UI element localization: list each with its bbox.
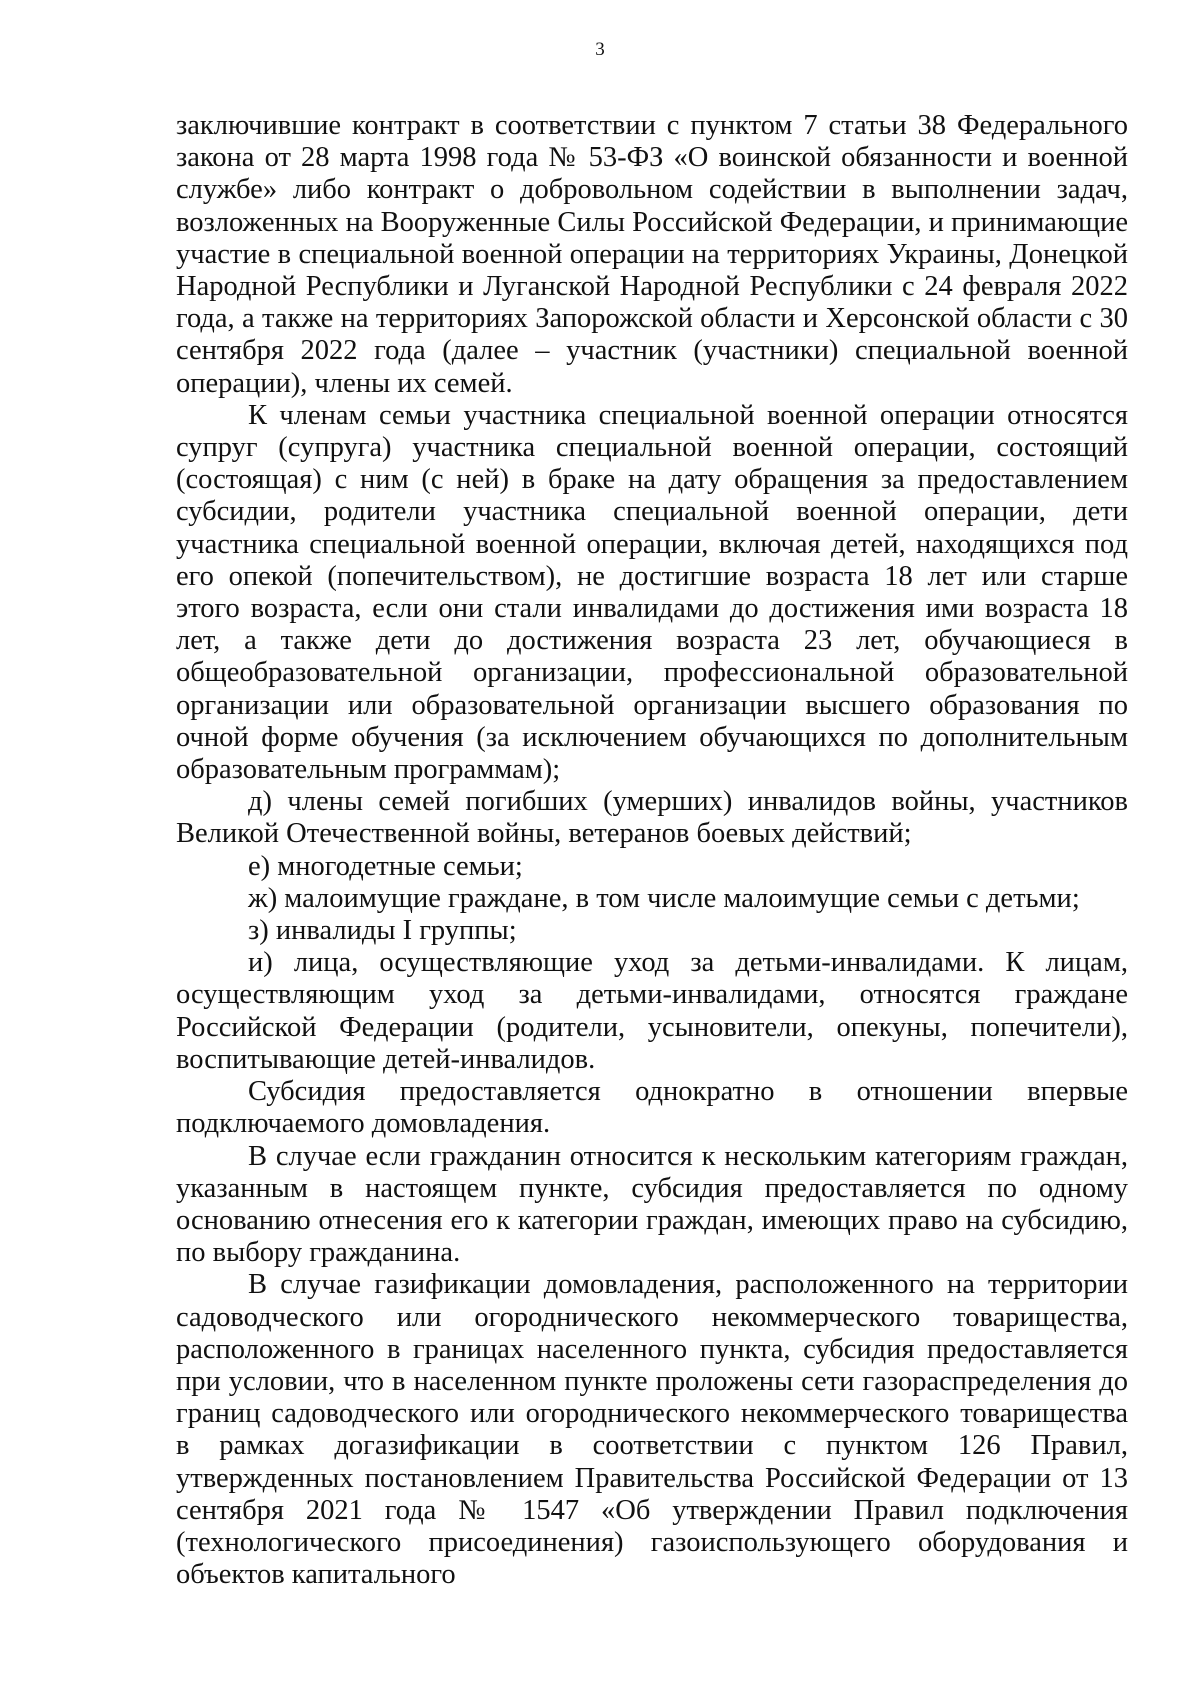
paragraph-3: д) члены семей погибших (умерших) инвалидов войны, участников Великой Отечественной войны, ветеранов боевых действий; bbox=[176, 786, 1128, 850]
paragraph-5: ж) малоимущие граждане, в том числе малоимущие семьи с детьми; bbox=[248, 882, 1080, 914]
paragraph-1: заключившие контракт в соответствии с пунктом 7 статьи 38 Федерального закона от 28 марта 1998 года № 53-ФЗ «О воинской обязанности и военной службе» либо контракт о добровольном содействии в выполнении задач, возложенных на Вооруженные Силы Российской Федерации, и принимающие участие в специальной военной операции на территориях Украины, Донецкой Народной Республики и Луганской Народной Республики с 24 февраля 2022 года, а также на территориях Запорожской области и Херсонской области с 30 сентября 2022 года (далее – участник (участники) специальной военной операции), члены их семей. bbox=[176, 110, 1128, 399]
paragraph-7: и) лица, осуществляющие уход за детьми-инвалидами. К лицам, осуществляющим уход за детьми-инвалидами, относятся граждане Российской Федерации (родители, усыновители, опекуны, попечители), воспитывающие детей-инвалидов. bbox=[176, 947, 1128, 1075]
paragraph-8: Субсидия предоставляется однократно в отношении впервые подключаемого домовладения. bbox=[176, 1076, 1128, 1140]
paragraph-9: В случае если гражданин относится к нескольким категориям граждан, указанным в настоящем пункте, субсидия предоставляется по одному основанию отнесения его к категории граждан, имеющих право на субсидию, по выбору гражданина. bbox=[176, 1140, 1128, 1269]
document-body bbox=[176, 110, 1128, 1591]
paragraph-6: з) инвалиды I группы; bbox=[248, 915, 517, 947]
paragraph-10: В случае газификации домовладения, расположенного на территории садоводческого или огороднического некоммерческого товарищества, расположенного в границах населенного пункта, субсидия предоставляется при условии, что в населенном пункте проложены сети газораспределения до границ садоводческого или огороднического некоммерческого товарищества в рамках догазификации в соответствии с пунктом 126 Правил, утвержденных постановлением Правительства Российской Федерации от 13 сентября 2021 года № 1547 «Об утверждении Правил подключения (технологического присоединения) газоиспользующего оборудования и объектов капитального bbox=[176, 1269, 1128, 1591]
paragraph-2: К членам семьи участника специальной военной операции относятся супруг (супруга) участника специальной военной операции, состоящий (состоящая) с ним (с ней) в браке на дату обращения за предоставлением субсидии, родители участника специальной военной операции, дети участника специальной военной операции, включая детей, находящихся под его опекой (попечительством), не достигшие возраста 18 лет или старше этого возраста, если они стали инвалидами до достижения ими возраста 18 лет, а также дети до достижения возраста 23 лет, обучающиеся в общеобразовательной организации, профессиональной образовательной организации или образовательной организации высшего образования по очной форме обучения (за исключением обучающихся по дополнительным образовательным программам); bbox=[176, 399, 1128, 786]
page-number: 3 bbox=[595, 39, 605, 60]
paragraph-4: е) многодетные семьи; bbox=[248, 850, 523, 882]
